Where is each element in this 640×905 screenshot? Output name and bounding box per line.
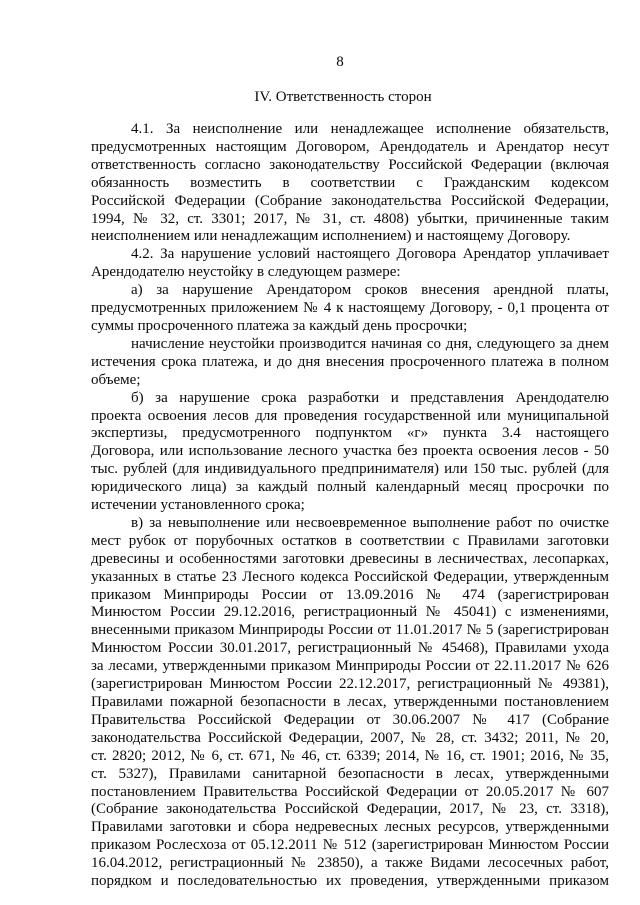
text-line: предусмотренных настоящим Договором, Арендодатель и Арендатор несут bbox=[91, 138, 609, 155]
text-line: начисление неустойки производится начиная со дня, следующего за днем bbox=[131, 335, 609, 352]
text-line: в) за невыполнение или несвоевременное выполнение работ по очистке bbox=[131, 514, 609, 531]
paragraph-4-2-a bbox=[91, 282, 609, 336]
page-number: 8 bbox=[336, 54, 344, 70]
text-line: истечении установленного срока; bbox=[91, 497, 305, 514]
section-title: IV. Ответственность сторон bbox=[254, 89, 432, 105]
text-line: (Собрание законодательства Российской Федерации, 2017, № 23, ст. 3318), bbox=[91, 801, 609, 818]
text-line: Правилами пожарной безопасности в лесах, утвержденными постановлением bbox=[91, 694, 609, 710]
text-line: б) за нарушение срока разработки и представления Арендодателю bbox=[131, 389, 609, 406]
text-line: ответственность согласно законодательству Российской Федерации (включая bbox=[91, 156, 609, 173]
text-line: 1994, № 32, ст. 3301; 2017, № 31, ст. 4808) убытки, причиненные таким bbox=[91, 210, 609, 227]
document-body bbox=[91, 121, 609, 891]
text-line: законодательства Российской Федерации, 2007, № 28, ст. 3432; 2011, № 20, bbox=[91, 729, 609, 746]
text-line: указанных в статье 23 Лесного кодекса Российской Федерации, утвержденным bbox=[91, 568, 609, 585]
text-line: (зарегистрирован Минюстом России 22.12.2017, регистрационный № 49381), bbox=[91, 676, 609, 693]
paragraph-4-2-v bbox=[91, 515, 609, 891]
text-line: за лесами, утвержденными приказом Минприроды России от 22.11.2017 № 626 bbox=[91, 658, 609, 675]
text-line: Правилами заготовки и сбора недревесных лесных ресурсов, утвержденными bbox=[91, 819, 609, 836]
paragraph-4-1 bbox=[91, 121, 609, 246]
text-line: Минюстом России 29.12.2016, регистрационный № 45041) с изменениями, bbox=[91, 604, 609, 621]
text-line: древесины и особенностями заготовки древесины в лесничествах, лесопарках, bbox=[91, 550, 609, 567]
text-line: Правительства Российской Федерации от 30.06.2007 № 417 (Собрание bbox=[91, 711, 609, 728]
text-line: 16.04.2012, регистрационный № 23850), а также Видами лесосечных работ, bbox=[91, 855, 609, 872]
text-line: обязанность возместить в соответствии с Гражданским кодексом bbox=[91, 174, 609, 191]
text-line: ст. 2820; 2012, № 6, ст. 671, № 46, ст. 6339; 2014, № 16, ст. 1901; 2016, № 35, bbox=[91, 747, 609, 764]
text-line: 4.1. За неисполнение или ненадлежащее исполнение обязательств, bbox=[131, 121, 609, 137]
text-line: постановлением Правительства Российской Федерации от 20.05.2017 № 607 bbox=[91, 783, 609, 800]
text-line: проекта освоения лесов для проведения государственной или муниципальной bbox=[91, 407, 609, 424]
text-line: тыс. рублей (для индивидуального предпринимателя) или 150 тыс. рублей (для bbox=[91, 461, 609, 478]
text-line: объеме; bbox=[91, 371, 141, 388]
text-line: Минюстом России 30.01.2017, регистрационный № 45468), Правилами ухода bbox=[91, 640, 609, 657]
text-line: неисполнением или ненадлежащим исполнением) и настоящему Договору. bbox=[91, 228, 571, 245]
text-line: внесенными приказом Минприроды России от 11.01.2017 № 5 (зарегистрирован bbox=[91, 622, 609, 639]
paragraph-penalty-accrual bbox=[91, 336, 609, 390]
text-line: предусмотренных приложением № 4 к настоящему Договору, - 0,1 процента от bbox=[91, 300, 609, 317]
text-line: а) за нарушение Арендатором сроков внесения арендной платы, bbox=[131, 282, 609, 299]
text-line: ст. 5327), Правилами санитарной безопасности в лесах, утвержденными bbox=[91, 765, 609, 782]
text-line: Арендодателю неустойку в следующем размере: bbox=[91, 264, 401, 281]
text-line: мест рубок от порубочных остатков в соответствии с Правилами заготовки bbox=[91, 532, 609, 549]
paragraph-4-2 bbox=[91, 246, 609, 282]
text-line: суммы просроченного платежа за каждый день просрочки; bbox=[91, 317, 468, 334]
paragraph-4-2-b bbox=[91, 390, 609, 515]
text-line: приказом Минприроды России от 13.09.2016 № 474 (зарегистрирован bbox=[91, 586, 609, 603]
text-line: Российской Федерации (Собрание законодательства Российской Федерации, bbox=[91, 192, 609, 209]
text-line: приказом Рослесхоза от 05.12.2011 № 512 (зарегистрирован Минюстом России bbox=[91, 837, 609, 854]
text-line: порядком и последовательностью их проведения, утвержденными приказом bbox=[91, 873, 609, 890]
text-line: 4.2. За нарушение условий настоящего Договора Арендатор уплачивает bbox=[131, 246, 609, 263]
text-line: юридического лица) за каждый полный календарный месяц просрочки по bbox=[91, 479, 609, 496]
text-line: истечения срока платежа, и до дня внесения просроченного платежа в полном bbox=[91, 353, 609, 370]
text-line: экспертизы, предусмотренного подпунктом «г» пункта 3.4 настоящего bbox=[91, 425, 609, 442]
text-line: Договора, или использование лесного участка без проекта освоения лесов - 50 bbox=[91, 443, 609, 460]
